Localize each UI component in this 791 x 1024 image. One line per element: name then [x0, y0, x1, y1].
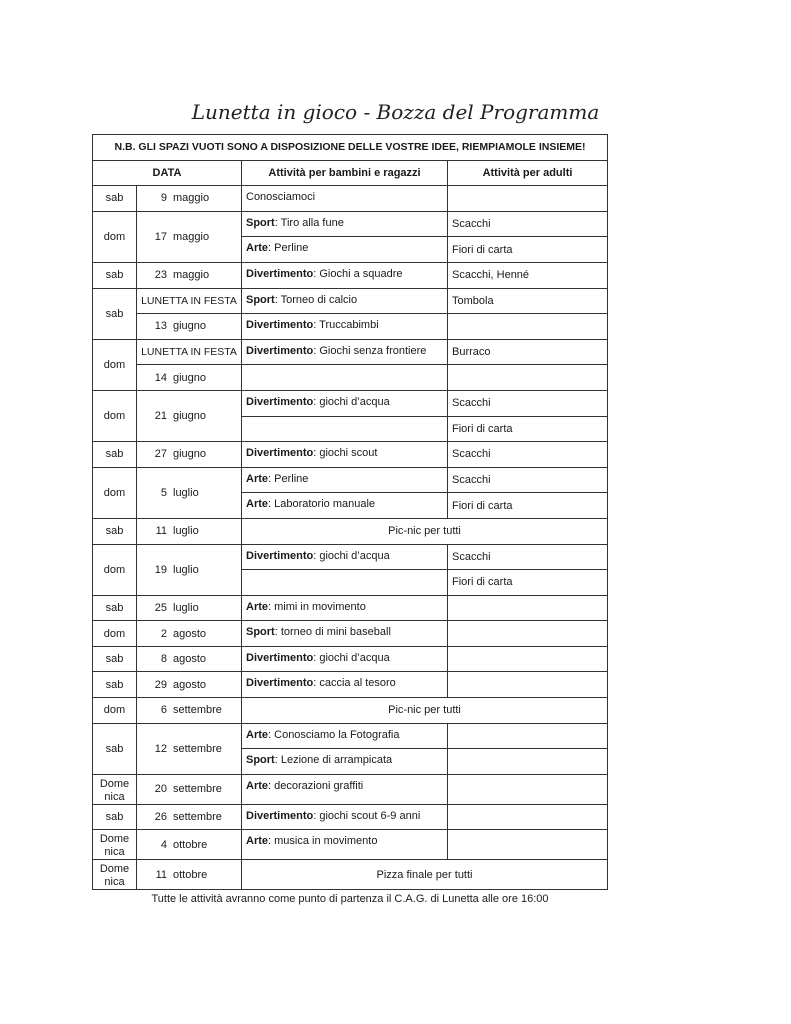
adult-activity-cell — [448, 723, 608, 749]
adult-activity-cell: Fiori di carta — [448, 493, 608, 519]
date-cell — [137, 672, 242, 698]
day-cell: dom — [93, 390, 137, 441]
activity-text: : giochi scout 6-9 anni — [313, 809, 421, 822]
kids-activity-cell — [242, 365, 448, 391]
table-row — [93, 830, 608, 860]
day-cell: sab — [93, 442, 137, 468]
activity-category: Sport — [246, 754, 275, 767]
kids-activity-cell — [242, 595, 448, 621]
kids-activity-cell — [242, 390, 448, 416]
date-cell — [137, 186, 242, 212]
date-number: 11 — [155, 525, 167, 538]
date-cell — [137, 211, 242, 262]
table-row — [93, 774, 608, 804]
activity-category: Sport — [246, 216, 275, 229]
table-row — [93, 860, 608, 890]
date-cell: LUNETTA IN FESTA — [137, 339, 242, 365]
notice-text: N.B. GLI SPAZI VUOTI SONO A DISPOSIZIONE DELLE VOSTRE IDEE, RIEMPIAMOLE INSIEME! — [93, 135, 608, 161]
kids-activity-cell — [242, 621, 448, 647]
table-row — [93, 288, 608, 314]
adult-activity-cell: Scacchi — [448, 390, 608, 416]
kids-activity-cell — [242, 646, 448, 672]
kids-activity-cell — [242, 442, 448, 468]
activity-text: : Truccabimbi — [313, 319, 379, 332]
day-cell: sab — [93, 518, 137, 544]
header-row — [93, 160, 608, 186]
date-number: 4 — [160, 838, 167, 851]
date-cell — [137, 544, 242, 595]
activity-category: Arte — [246, 242, 269, 255]
kids-activity-cell — [242, 262, 448, 288]
date-month: settembre — [173, 811, 222, 824]
date-month: luglio — [173, 563, 199, 576]
activity-category: Divertimento — [246, 267, 314, 280]
date-month: luglio — [173, 601, 199, 614]
kids-activity-cell — [242, 672, 448, 698]
activity-text: : torneo di mini baseball — [274, 626, 391, 639]
kids-activity-cell — [242, 416, 448, 442]
date-cell — [137, 518, 242, 544]
day-cell: sab — [93, 262, 137, 288]
activity-text: : musica in movimento — [268, 835, 378, 848]
activity-category: Arte — [246, 835, 269, 848]
adult-activity-cell — [448, 646, 608, 672]
activity-category: Divertimento — [246, 395, 314, 408]
date-month: settembre — [173, 783, 222, 796]
day-cell: sab — [93, 288, 137, 339]
day-cell: dom — [93, 544, 137, 595]
adult-activity-cell: Burraco — [448, 339, 608, 365]
table-row — [93, 339, 608, 365]
activity-text: : giochi scout — [313, 447, 378, 460]
kids-activity-cell — [242, 749, 448, 775]
kids-activity-cell — [242, 493, 448, 519]
day-cell: dom — [93, 698, 137, 724]
adult-activity-cell — [448, 749, 608, 775]
kids-activity-cell — [242, 723, 448, 749]
day-cell: dom — [93, 621, 137, 647]
date-cell: LUNETTA IN FESTA — [137, 288, 242, 314]
date-cell — [137, 646, 242, 672]
kids-activity-cell — [242, 570, 448, 596]
activity-category: Divertimento — [246, 677, 314, 690]
table-row — [93, 698, 608, 724]
table-row — [93, 186, 608, 212]
date-month: agosto — [173, 653, 207, 666]
adult-activity-cell: Scacchi — [448, 211, 608, 237]
date-cell — [137, 860, 242, 890]
page-title: Lunetta in gioco - Bozza del Programma — [191, 100, 600, 124]
date-number: 19 — [154, 563, 167, 576]
date-cell — [137, 314, 242, 340]
date-month: giugno — [173, 320, 207, 333]
kids-activity-cell — [242, 339, 448, 365]
activity-category: Divertimento — [246, 344, 314, 357]
activity-category: Divertimento — [246, 809, 314, 822]
day-cell: sab — [93, 723, 137, 774]
table-row — [93, 595, 608, 621]
kids-activity-cell — [242, 830, 448, 860]
date-number: 27 — [154, 448, 167, 461]
date-month: agosto — [173, 627, 207, 640]
shared-activity-cell: Pic-nic per tutti — [242, 518, 608, 544]
table-row — [93, 262, 608, 288]
date-number: 6 — [160, 704, 167, 717]
footer-note: Tutte le attività avranno come punto di partenza il C.A.G. di Lunetta alle ore 16:00 — [151, 893, 549, 905]
day-cell: sab — [93, 804, 137, 830]
adult-activity-cell — [448, 830, 608, 860]
activity-text: : decorazioni graffiti — [268, 779, 364, 792]
date-month: agosto — [173, 678, 207, 691]
activity-category: Arte — [246, 600, 269, 613]
date-month: ottobre — [173, 868, 208, 881]
date-number: 11 — [155, 868, 167, 881]
adult-activity-cell: Scacchi, Henné — [448, 262, 608, 288]
activity-category: Sport — [246, 626, 275, 639]
activity-text: : giochi d’acqua — [313, 549, 390, 562]
date-cell — [137, 804, 242, 830]
activity-text: : Perline — [268, 242, 309, 255]
date-cell — [137, 595, 242, 621]
adult-activity-cell: Scacchi — [448, 442, 608, 468]
date-number: 9 — [160, 192, 167, 205]
table-row — [93, 442, 608, 468]
table-row — [93, 646, 608, 672]
day-cell: Domenica — [93, 774, 137, 804]
kids-activity-cell — [242, 211, 448, 237]
date-number: 21 — [154, 410, 167, 423]
date-cell — [137, 262, 242, 288]
activity-text: : caccia al tesoro — [313, 677, 396, 690]
shared-activity-cell: Pizza finale per tutti — [242, 860, 608, 890]
activity-text: : Laboratorio manuale — [268, 498, 376, 511]
adult-activity-cell: Fiori di carta — [448, 237, 608, 263]
date-cell — [137, 390, 242, 441]
activity-category: Divertimento — [246, 549, 314, 562]
day-cell: dom — [93, 339, 137, 390]
adult-activity-cell — [448, 365, 608, 391]
adult-activity-cell: Tombola — [448, 288, 608, 314]
activity-text: : Lezione di arrampicata — [274, 754, 393, 767]
adult-activity-cell — [448, 595, 608, 621]
date-month: maggio — [173, 192, 210, 205]
date-number: 26 — [154, 811, 167, 824]
kids-activity-cell — [242, 774, 448, 804]
kids-activity-cell — [242, 544, 448, 570]
adult-activity-cell — [448, 774, 608, 804]
day-cell: Domenica — [93, 830, 137, 860]
adult-activity-cell — [448, 804, 608, 830]
activity-category: Divertimento — [246, 447, 314, 460]
adult-activity-cell — [448, 314, 608, 340]
date-cell — [137, 467, 242, 518]
date-month: luglio — [173, 525, 199, 538]
date-number: 25 — [154, 601, 167, 614]
date-cell — [137, 774, 242, 804]
day-cell: dom — [93, 211, 137, 262]
kids-activity-cell — [242, 467, 448, 493]
table-row — [93, 365, 608, 391]
activity-text: : Giochi senza frontiere — [313, 344, 427, 357]
activity-text: : Torneo di calcio — [274, 293, 358, 306]
activity-text: : mimi in movimento — [268, 600, 366, 613]
table-row — [93, 467, 608, 493]
table-row — [93, 672, 608, 698]
table-row — [93, 390, 608, 416]
date-cell — [137, 723, 242, 774]
date-cell — [137, 442, 242, 468]
activity-category: Arte — [246, 779, 269, 792]
kids-activity-cell — [242, 288, 448, 314]
activity-text: : Tiro alla fune — [274, 216, 344, 229]
activity-category: Sport — [246, 293, 275, 306]
date-number: 20 — [154, 783, 167, 796]
date-number: 12 — [154, 742, 167, 755]
date-number: 8 — [160, 653, 167, 666]
date-month: giugno — [173, 410, 207, 423]
date-month: ottobre — [173, 838, 208, 851]
date-number: 5 — [160, 486, 167, 499]
adult-activity-cell: Fiori di carta — [448, 570, 608, 596]
activity-text: : Giochi a squadre — [313, 267, 403, 280]
table-row — [93, 211, 608, 237]
header-adults: Attività per adulti — [448, 160, 608, 186]
date-month: maggio — [173, 269, 210, 282]
adult-activity-cell: Scacchi — [448, 467, 608, 493]
date-month: luglio — [173, 486, 199, 499]
table-row — [93, 544, 608, 570]
date-cell — [137, 621, 242, 647]
date-month: maggio — [173, 230, 210, 243]
day-cell: sab — [93, 186, 137, 212]
table-row — [93, 314, 608, 340]
header-date: DATA — [93, 160, 242, 186]
date-number: 23 — [154, 269, 167, 282]
table-row — [93, 518, 608, 544]
date-cell — [137, 365, 242, 391]
date-number: 17 — [154, 230, 167, 243]
date-month: settembre — [173, 742, 222, 755]
adult-activity-cell: Scacchi — [448, 544, 608, 570]
day-cell: sab — [93, 595, 137, 621]
activity-category: Arte — [246, 498, 269, 511]
kids-activity-cell — [242, 314, 448, 340]
kids-activity-cell — [242, 804, 448, 830]
date-month: settembre — [173, 704, 222, 717]
date-month: giugno — [173, 371, 207, 384]
activity-category: Divertimento — [246, 651, 314, 664]
day-cell: dom — [93, 467, 137, 518]
kids-activity-cell — [242, 186, 448, 212]
adult-activity-cell — [448, 621, 608, 647]
date-number: 13 — [154, 320, 167, 333]
adult-activity-cell: Fiori di carta — [448, 416, 608, 442]
date-number: 14 — [154, 371, 167, 384]
activity-text: : Conosciamo la Fotografia — [268, 728, 400, 741]
day-cell: sab — [93, 646, 137, 672]
date-cell — [137, 698, 242, 724]
adult-activity-cell — [448, 672, 608, 698]
activity-category: Divertimento — [246, 319, 314, 332]
header-kids: Attività per bambini e ragazzi — [242, 160, 448, 186]
table-row — [93, 804, 608, 830]
kids-activity-cell — [242, 237, 448, 263]
activity-text: : Perline — [268, 472, 309, 485]
table-row — [93, 621, 608, 647]
adult-activity-cell — [448, 186, 608, 212]
date-month: giugno — [173, 448, 207, 461]
activity-category: Arte — [246, 472, 269, 485]
date-cell — [137, 830, 242, 860]
day-cell: sab — [93, 672, 137, 698]
notice-row — [93, 135, 608, 161]
shared-activity-cell: Pic-nic per tutti — [242, 698, 608, 724]
activity-text: : giochi d’acqua — [313, 395, 390, 408]
activity-category: Arte — [246, 728, 269, 741]
day-cell: Domenica — [93, 860, 137, 890]
activity-text: : giochi d’acqua — [313, 651, 390, 664]
program-table — [92, 134, 608, 890]
date-number: 29 — [154, 678, 167, 691]
table-row — [93, 723, 608, 749]
date-number: 2 — [160, 627, 167, 640]
activity-text: Conosciamoci — [246, 191, 316, 204]
